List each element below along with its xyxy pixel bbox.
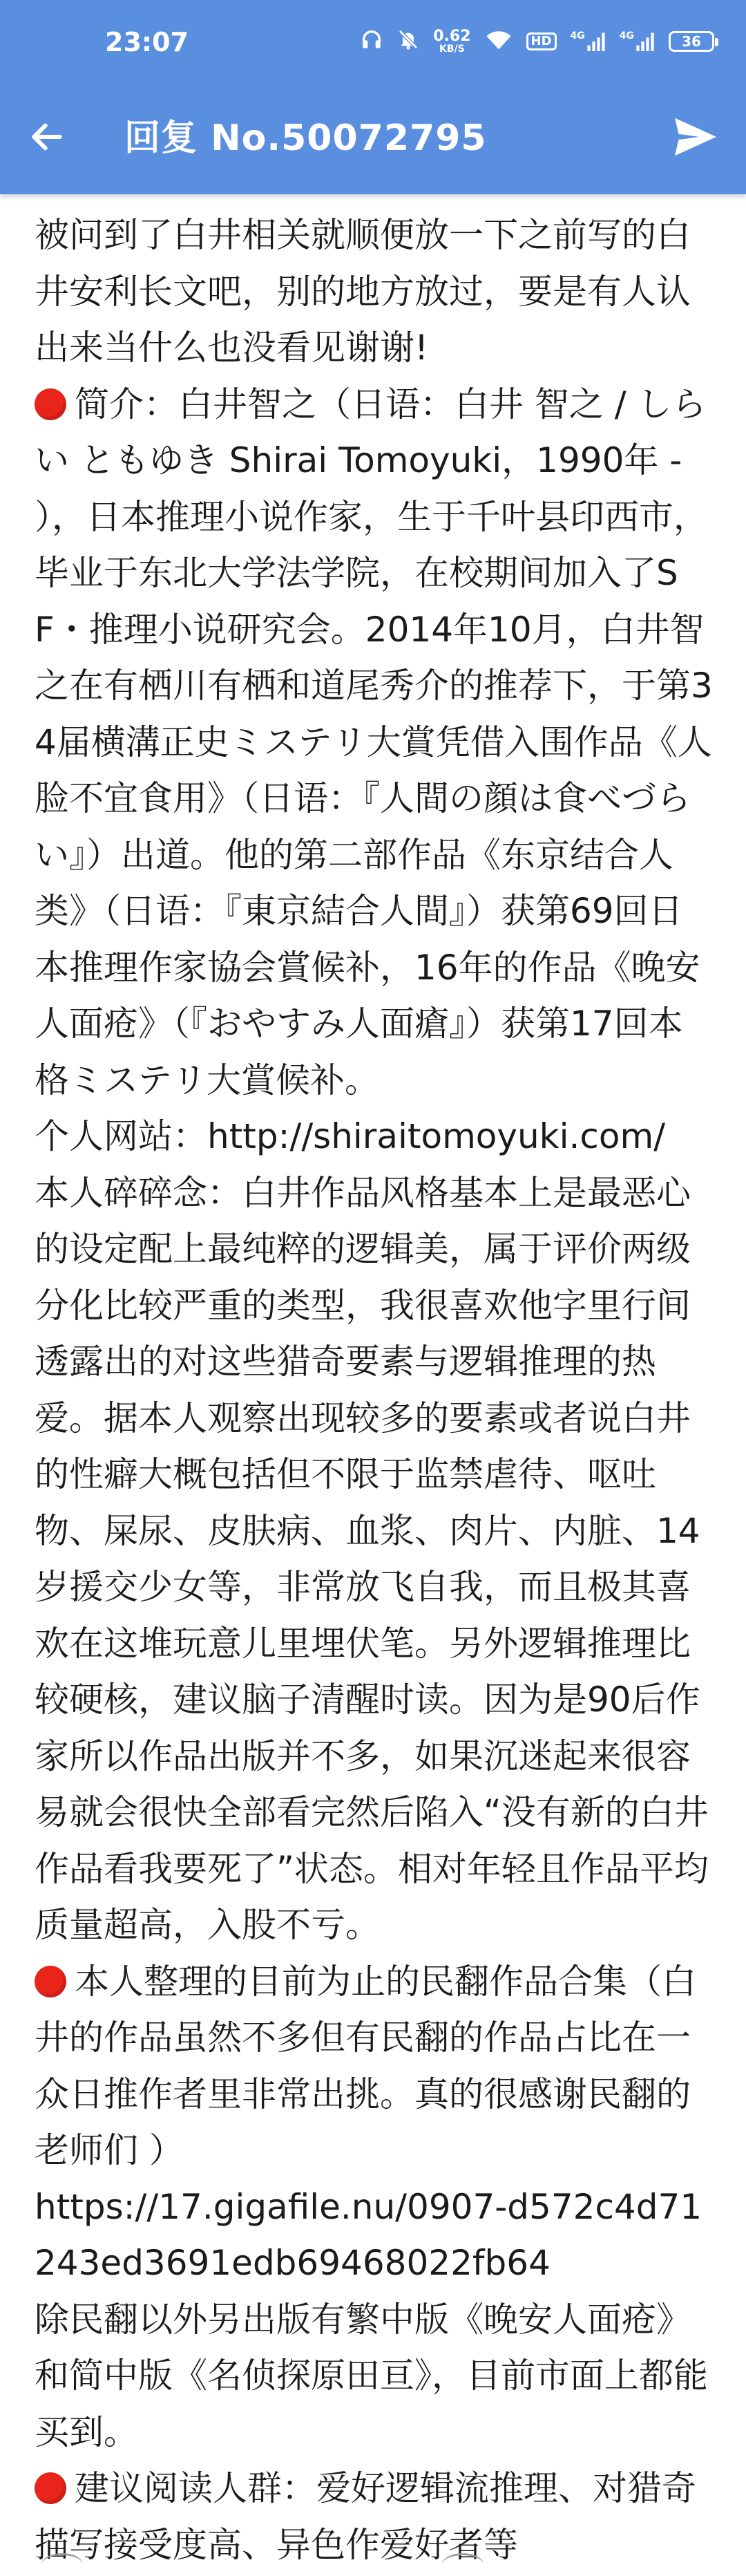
paragraph-text: 被问到了白井相关就顺便放一下之前写的白井安利长文吧，别的地方放过，要是有人认出来当什么也没看见谢谢!: [35, 215, 691, 368]
send-button[interactable]: [664, 109, 727, 167]
page-title: 回复 No.50072795: [124, 117, 487, 159]
battery-icon: 36: [669, 31, 714, 52]
paragraph: [35, 2292, 715, 2461]
paragraph: [35, 1165, 715, 1954]
signal-icon: [620, 31, 655, 52]
paragraph-text: 本人整理的目前为止的民翻作品合集（白井的作品虽然不多但有民翻的作品占比在一众日推作者里非常出挑。真的很感谢民翻的老师们 ）: [35, 1961, 696, 2170]
status-time: 23:07: [105, 27, 189, 57]
paragraph-text: 个人网站：http://shiraitomoyuki.com/: [35, 1116, 666, 1156]
status-bar: [0, 0, 746, 82]
red-dot-icon: [35, 388, 66, 420]
reply-content[interactable]: [35, 207, 715, 2573]
paragraph-text: 除民翻以外另出版有繁中版《晚安人面疮》和简中版《名侦探原田亘》，目前市面上都能买到。: [35, 2299, 708, 2452]
paragraph: [35, 1109, 715, 1165]
paragraph: [35, 207, 715, 377]
send-icon: [673, 116, 718, 160]
bottom-arc: [442, 2553, 484, 2576]
net-speed: [433, 29, 470, 54]
bullet-paragraph: [35, 1954, 715, 2179]
red-dot-icon: [35, 2472, 66, 2504]
hd-badge: HD: [526, 32, 557, 50]
bullet-paragraph: [35, 377, 715, 1109]
mute-bell-icon: [397, 28, 419, 55]
app-bar: [0, 82, 746, 194]
wifi-icon: [485, 28, 513, 55]
red-dot-icon: [35, 1966, 66, 1997]
status-icons: [360, 28, 714, 55]
signal-label: 4G: [570, 30, 585, 41]
headphones-icon: [360, 28, 383, 55]
arrow-left-icon: [28, 117, 66, 159]
paragraph-text: 建议阅读人群：爱好逻辑流推理、对猎奇描写接受度高、异色作爱好者等: [35, 2468, 696, 2565]
net-speed-value: 0.62: [433, 28, 471, 45]
paragraph-text: 本人碎碎念：白井作品风格基本上是最恶心的设定配上最纯粹的逻辑美，属于评价两级分化比较严重的类型，我很喜欢他字里行间透露出的对这些猎奇要素与逻辑推理的热爱。据本人观察出现较多的要素或者说白井的性癖大概包括但不限于监禁虐待、呕吐物、屎尿、皮肤病、血浆、肉片、内脏、14岁援交少女等，非常放飞自我，而且极其喜欢在这堆玩意儿里埋伏笔。另外逻辑推理比较硬核，建议脑子清醒时读。因为是90后作家所以作品出版并不多，如果沉迷起来很容易就会很快全部看完然后陷入“没有新的白井作品看我要死了”状态。相对年轻且作品平均质量超高，入股不亏。: [35, 1172, 709, 1945]
paragraph-text: https://17.gigafile.nu/0907-d572c4d71243ed3691edb69468022fb64: [35, 2186, 702, 2283]
signal-icon: [571, 31, 606, 52]
bottom-edge: [0, 2548, 746, 2561]
back-button[interactable]: [28, 112, 90, 164]
net-speed-unit: KB/S: [439, 44, 465, 55]
paragraph-text: 简介：白井智之（日语：白井 智之 / しらい ともゆき Shirai Tomoyuki，1990年 - ），日本推理小说作家，生于千叶县印西市，毕业于东北大学法学院，在校期间加入了SF・推理小说研究会。2014年10月，白井智之在有栖川有栖和道尾秀介的推荐下，于第34届横溝正史ミステリ大賞凭借入围作品《人脸不宜食用》（日语：『人間の顔は食べづらい』）出道。他的第二部作品《东京结合人类》（日语：『東京結合人間』）获第69回日本推理作家協会賞候补，16年的作品《晚安人面疮》（『おやすみ人面瘡』）获第17回本格ミステリ大賞候补。: [35, 384, 713, 1100]
signal-label: 4G: [619, 30, 634, 41]
bottom-arc: [41, 2553, 83, 2576]
paragraph: [35, 2179, 715, 2292]
